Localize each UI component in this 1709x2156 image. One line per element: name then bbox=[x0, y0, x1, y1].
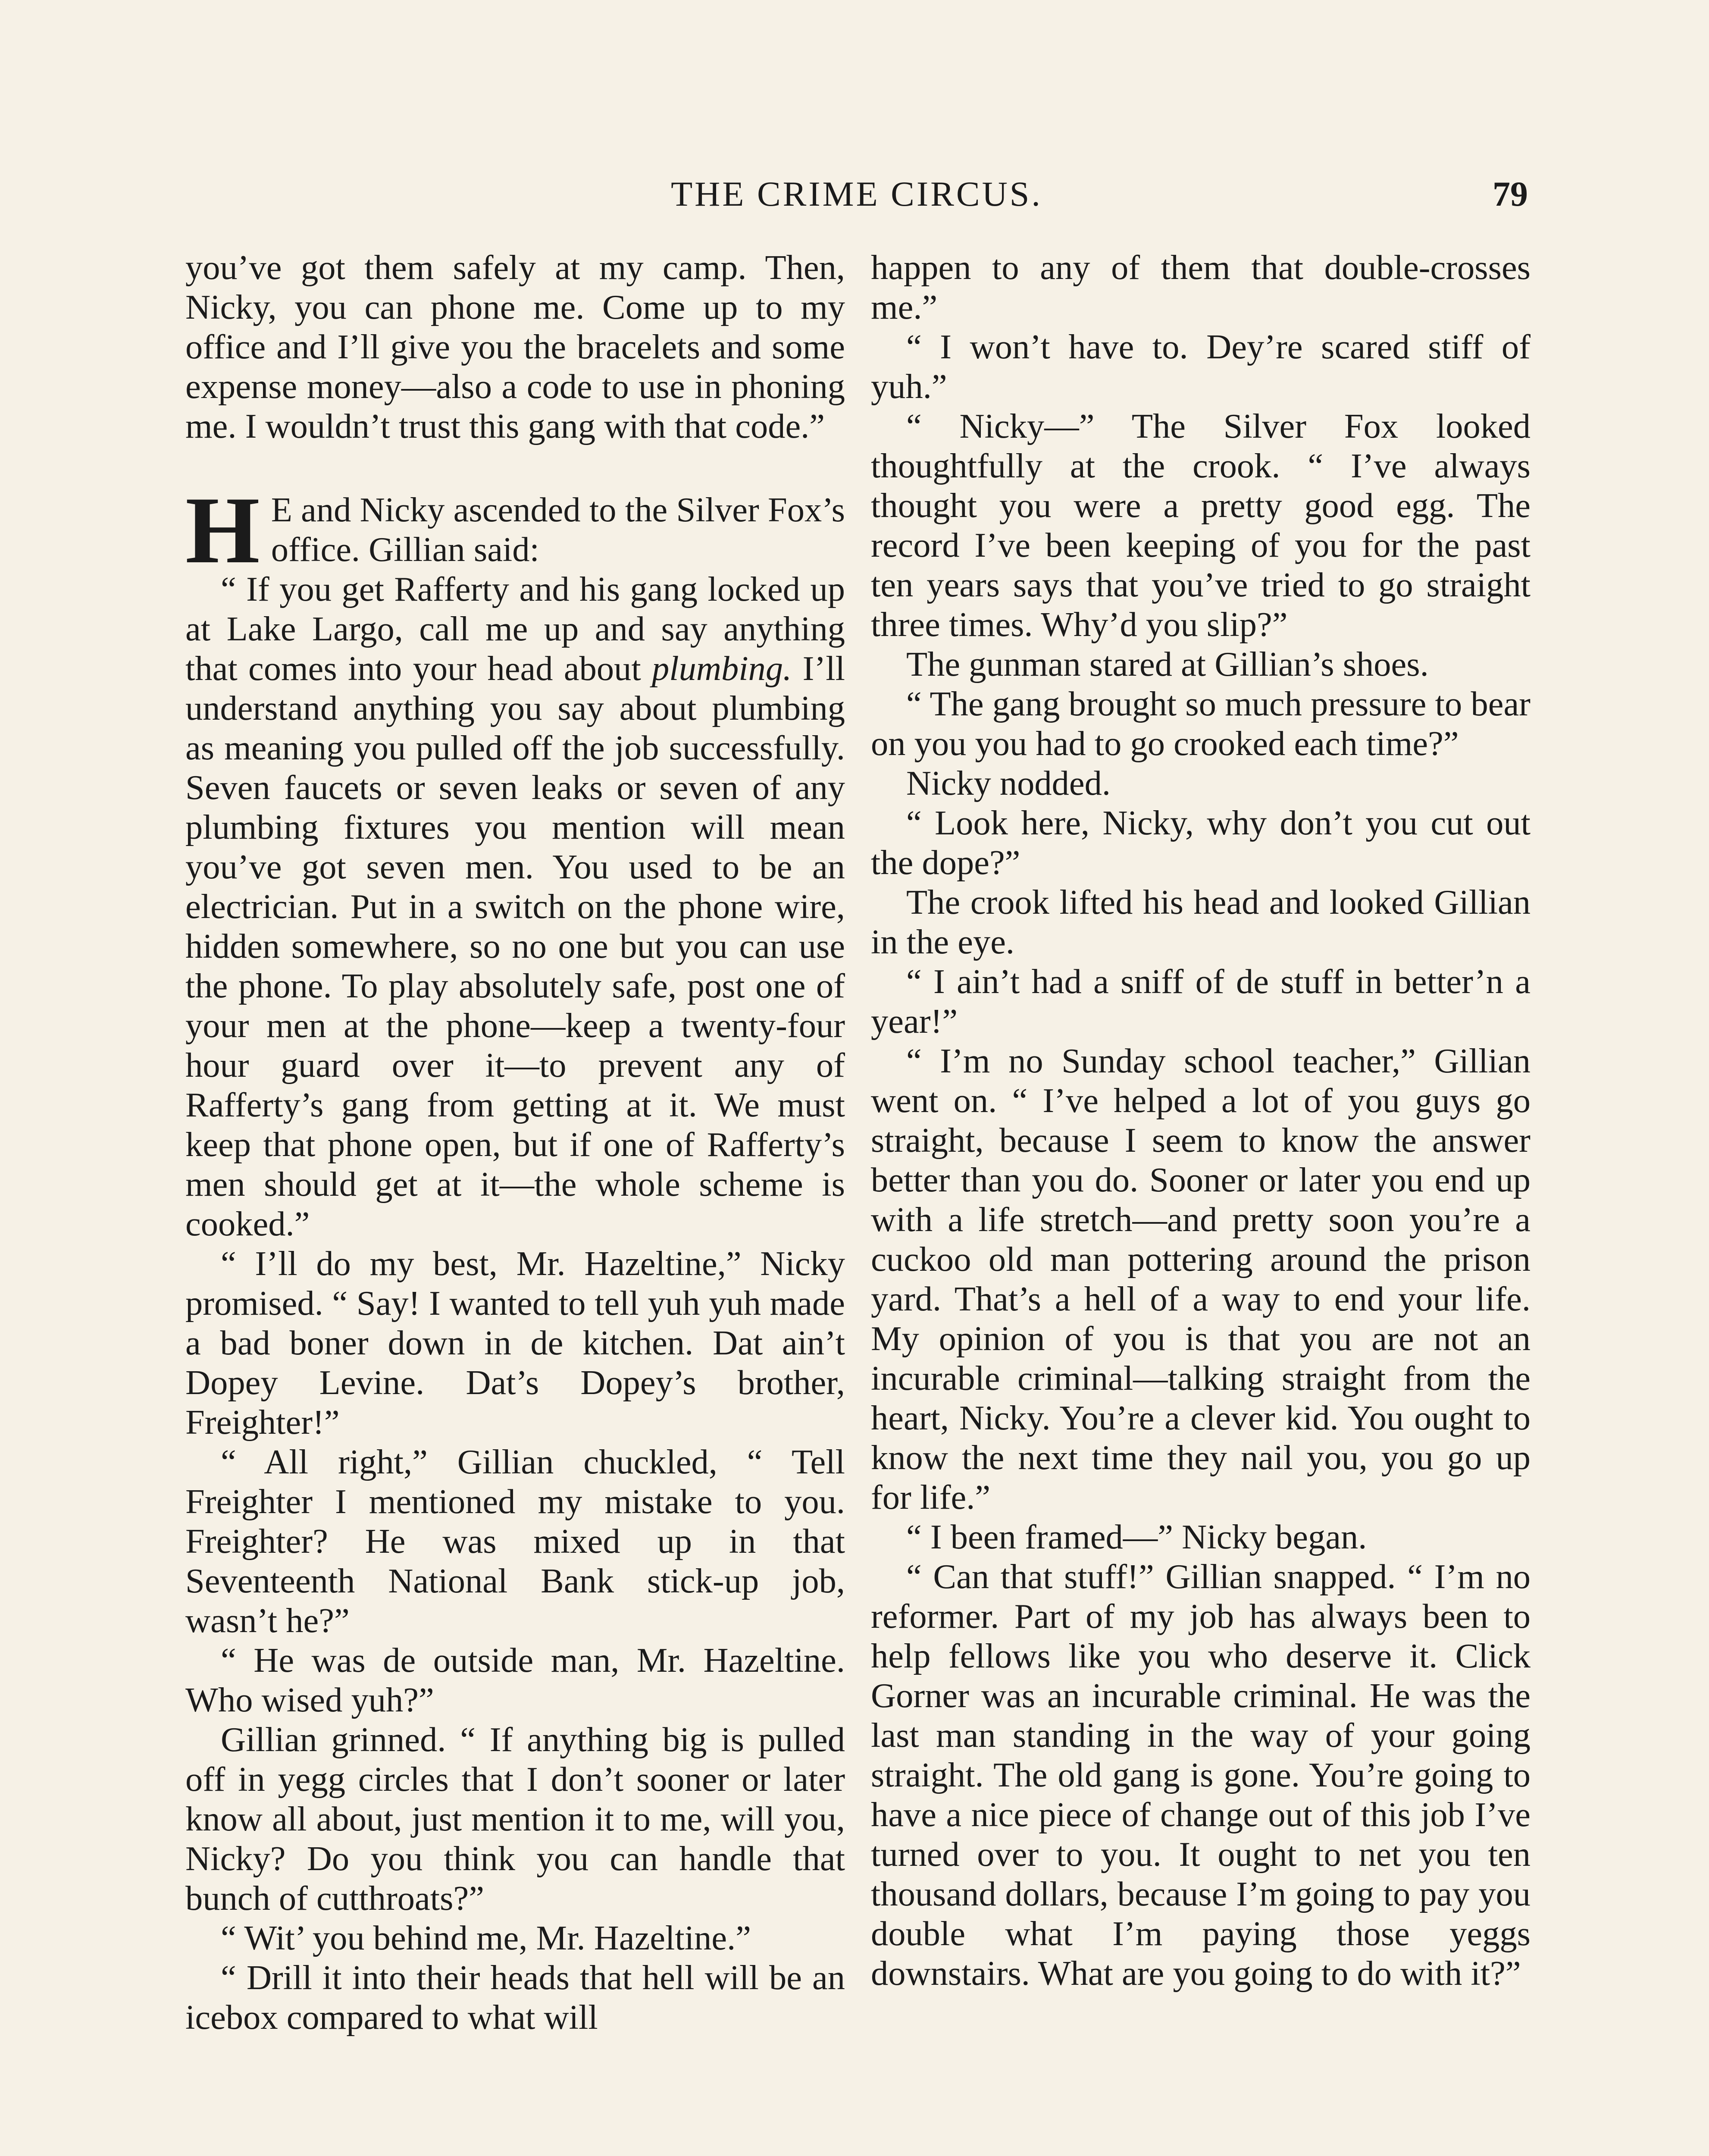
paragraph: “ Can that stuff!” Gillian snapped. “ I’m no reformer. Part of my job has always been to help fellows like you who deserve it. Click Gorner was an incurable criminal. He was the last man standing in the way of your going straight. The old gang is gone. You’re going to have a nice piece of change out of this job I’ve turned over to you. It ought to net you ten thousand dollars, because I’m going to pay you double what I’m paying those yeggs downstairs. What are you going to do with it?” bbox=[871, 1557, 1531, 1993]
paragraph: “ He was de outside man, Mr. Hazeltine. Who wised yuh?” bbox=[185, 1641, 845, 1719]
page-header bbox=[185, 172, 1528, 220]
paragraph-text: “ If you get Rafferty and his gang locked up at Lake Largo, call me up and say anything that comes into your head about bbox=[185, 570, 845, 688]
paragraph: Gillian grinned. “ If anything big is pulled off in yegg circles that I don’t sooner or later know all about, just mention it to me, will you, Nicky? Do you think you can handle that bunch of cutthroats?” bbox=[185, 1720, 845, 1918]
paragraph bbox=[185, 570, 845, 1244]
paragraph: “ Look here, Nicky, why don’t you cut out the dope?” bbox=[871, 804, 1531, 882]
paragraph: “ Wit’ you behind me, Mr. Hazeltine.” bbox=[221, 1919, 751, 1957]
paragraph: happen to any of them that double-crosses me.” bbox=[871, 248, 1531, 326]
paragraph: “ Drill it into their heads that hell will be an icebox compared to what will bbox=[185, 1959, 845, 2037]
paragraph: The gunman stared at Gillian’s shoes. bbox=[906, 645, 1429, 683]
paragraph: “ I’m no Sunday school teacher,” Gillian went on. “ I’ve helped a lot of you guys go straight, because I seem to know the answer better than you do. Sooner or later you end up with a life stretch—and pretty soon you’re a cuckoo old man pottering around the prison yard. That’s a hell of a way to end your life. My opinion of you is that you are not an incurable criminal—talking straight from the heart, Nicky. You’re a clever kid. You ought to know the next time they nail you, you go up for life.” bbox=[871, 1042, 1531, 1517]
paragraph: “ I been framed—” Nicky began. bbox=[906, 1518, 1367, 1556]
right-column bbox=[871, 248, 1531, 1993]
paragraph: “ Nicky—” The Silver Fox looked thoughtfully at the crook. “ I’ve always thought you were a pretty good egg. The record I’ve been keeping of you for the past ten years says that you’ve tried to go straight three times. Why’d you slip?” bbox=[871, 407, 1531, 644]
paragraph: “ The gang brought so much pressure to bear on you you had to go crooked each time?” bbox=[871, 685, 1531, 763]
drop-cap: H bbox=[185, 477, 260, 583]
page-number: 79 bbox=[1493, 174, 1528, 213]
paragraph: “ I’ll do my best, Mr. Hazeltine,” Nicky promised. “ Say! I wanted to tell yuh yuh made a bad boner down in de kitchen. Dat ain’t Dopey Levine. Dat’s Dopey’s brother, Freighter!” bbox=[185, 1244, 845, 1442]
paragraph: The crook lifted his head and looked Gillian in the eye. bbox=[871, 883, 1531, 961]
paragraph-text: I’ll understand anything you say about plumbing as meaning you pulled off the job successfully. Seven faucets or seven leaks or seven of any plumbing fixtures you mention will mean you’ve got seven men. You used to be an electrician. Put in a switch on the phone wire, hidden somewhere, so no one but you can use the phone. To play absolutely safe, post one of your men at the phone—keep a twenty-four hour guard over it—to prevent any of Rafferty’s gang from getting at it. We must keep that phone open, but if one of Rafferty’s men should get at it—the whole scheme is cooked.” bbox=[185, 649, 845, 1243]
paragraph: “ I won’t have to. Dey’re scared stiff of yuh.” bbox=[871, 328, 1531, 406]
paragraph-text: E and Nicky ascended to the Silver Fox’s office. Gillian said: bbox=[271, 491, 845, 569]
section-break bbox=[185, 446, 845, 490]
left-column bbox=[185, 248, 845, 2037]
running-title: THE CRIME CIRCUS. bbox=[671, 174, 1042, 213]
paragraph: you’ve got them safely at my camp. Then, Nicky, you can phone me. Come up to my office and I’ll give you the bracelets and some expense money—also a code to use in phoning me. I wouldn’t trust this gang with that code.” bbox=[185, 248, 845, 445]
paragraph: Nicky nodded. bbox=[906, 764, 1111, 802]
paragraph: “ I ain’t had a sniff of de stuff in better’n a year!” bbox=[871, 962, 1531, 1040]
paragraph: “ All right,” Gillian chuckled, “ Tell Freighter I mentioned my mistake to you. Freighter? He was mixed up in that Seventeenth National Bank stick-up job, wasn’t he?” bbox=[185, 1443, 845, 1640]
paragraph-section-start bbox=[185, 477, 845, 583]
emphasis-text: plumbing. bbox=[652, 649, 792, 688]
